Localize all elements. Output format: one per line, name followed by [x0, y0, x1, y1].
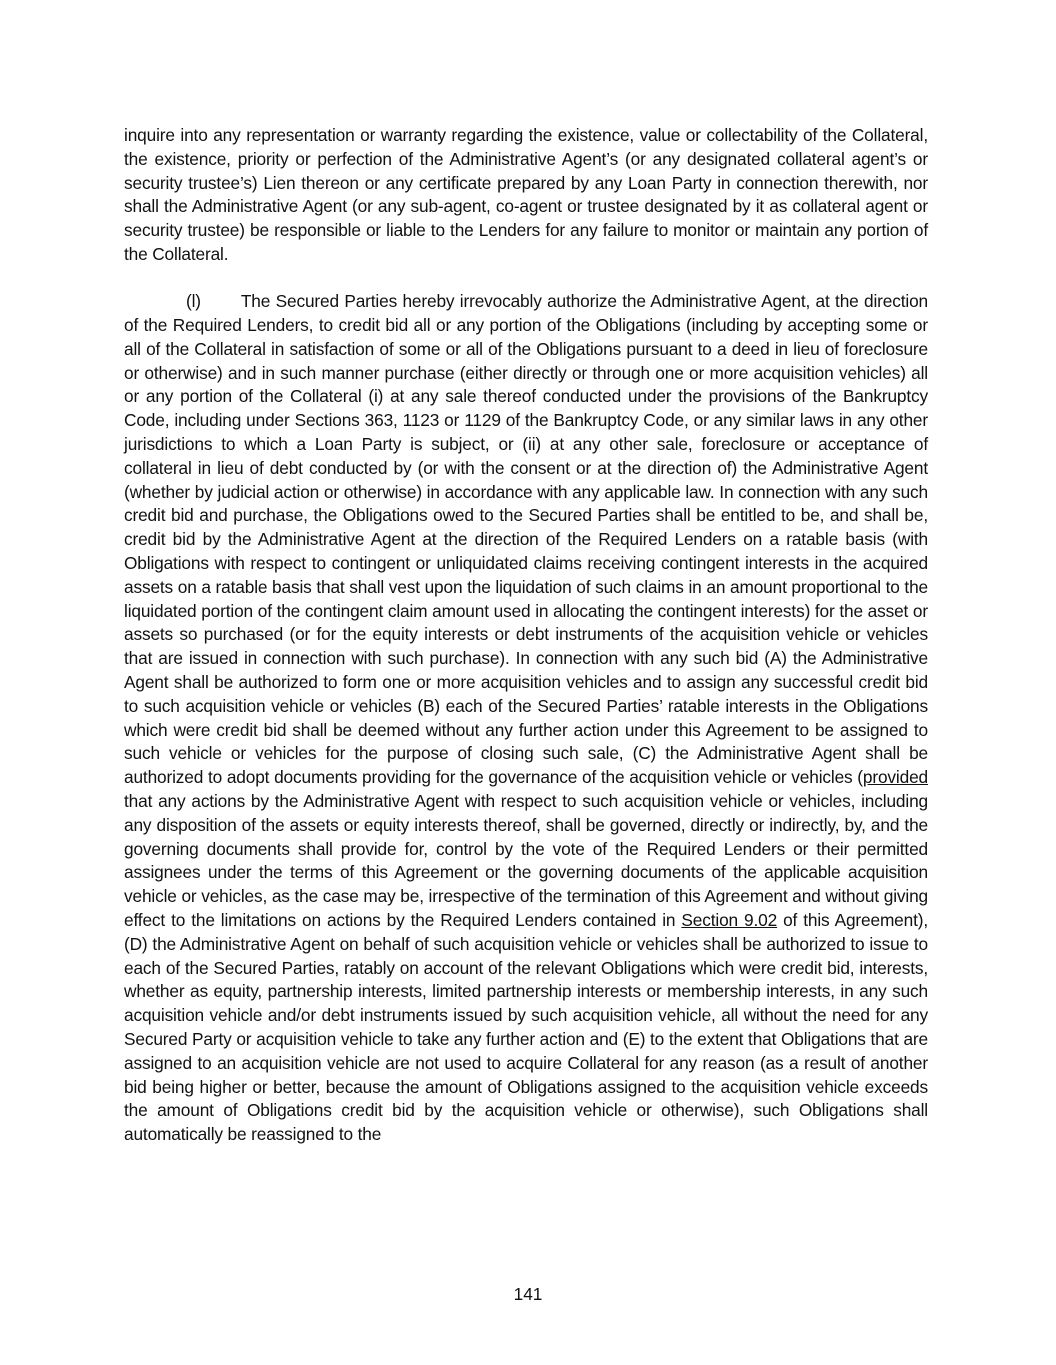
section-l-paragraph	[124, 290, 928, 1147]
provided-term: provided	[862, 767, 928, 788]
document-body	[124, 124, 928, 1147]
section-9-02-reference: Section 9.02	[681, 910, 778, 930]
section-l-label: (l)	[186, 291, 201, 312]
section-l-text-part-3: of this Agreement), (D) the Administrative Agent on behalf of such acquisition vehicle or vehicles shall be authorized to issue to each of the Secured Parties, ratably on account of the relevant Obligations which were credit bid, interests, whether as equity, partnership interests, limited partnership interests or membership interests, in any such acquisition vehicle and/or debt instruments issued by such acquisition vehicle, all without the need for any Secured Party or acquisition vehicle to take any further action and (E) to the extent that Obligations that are assigned to an acquisition vehicle are not used to acquire Collateral for any reason (as a result of another bid being higher or better, because the amount of Obligations assigned to the acquisition vehicle exceeds the amount of Obligations credit bid by the acquisition vehicle or otherwise), such Obligations shall automatically be reassigned to the	[124, 910, 929, 1145]
section-l-text-part-2: that any actions by the Administrative Agent with respect to such acquisition vehicle or vehicles, including any disposition of the assets or equity interests thereof, shall be governed, directly or indirectly, by, and the governing documents shall provide for, control by the vote of the Required Lenders or their permitted assignees under the terms of this Agreement or the governing documents of the applicable acquisition vehicle or vehicles, as the case may be, irrespective of the termination of this Agreement and without giving effect to the limitations on actions by the Required Lenders contained in	[124, 791, 928, 930]
section-l-text-part-1: The Secured Parties hereby irrevocably authorize the Administrative Agent, at the direction of the Required Lenders, to credit bid all or any portion of the Obligations (including by accepting some or all of the Collateral in satisfaction of some or all of the Obligations pursuant to a deed in lieu of foreclosure or otherwise) and in such manner purchase (either directly or through one or more acquisition vehicles) all or any portion of the Collateral (i) at any sale thereof conducted under the provisions of the Bankruptcy Code, including under Sections 363, 1123 or 1129 of the Bankruptcy Code, or any similar laws in any other jurisdictions to which a Loan Party is subject, or (ii) at any other sale, foreclosure or acceptance of collateral in lieu of debt conducted by (or with the consent or at the direction of) the Administrative Agent (whether by judicial action or otherwise) in accordance with any applicable law. In connection with any such credit bid and purchase, the Obligations owed to the Secured Parties shall be entitled to be, and shall be, credit bid by the Administrative Agent at the direction of the Required Lenders on a ratable basis (with Obligations with respect to contingent or unliquidated claims receiving contingent interests in the acquired assets on a ratable basis that shall vest upon the liquidation of such claims in an amount proportional to the liquidated portion of the contingent claim amount used in allocating the contingent interests) for the asset or assets so purchased (or for the equity interests or debt instruments of the acquisition vehicle or vehicles that are issued in connection with such purchase). In connection with any such bid (A) the Administrative Agent shall be authorized to form one or more acquisition vehicles and to assign any successful credit bid to such acquisition vehicle or vehicles (B) each of the Secured Parties’ ratable interests in the Obligations which were credit bid shall be deemed without any further action under this Agreement to be assigned to such vehicle or vehicles for the purpose of closing such sale, (C) the Administrative Agent shall be authorized to adopt documents providing for the governance of the acquisition vehicle or vehicles (	[124, 291, 928, 788]
page-number: 141	[513, 1284, 543, 1304]
continued-paragraph: inquire into any representation or warranty regarding the existence, value or collectability of the Collateral, the existence, priority or perfection of the Administrative Agent’s (or any designated collateral agent’s or security trustee’s) Lien thereon or any certificate prepared by any Loan Party in connection therewith, nor shall the Administrative Agent (or any sub-agent, co-agent or trustee designated by it as collateral agent or security trustee) be responsible or liable to the Lenders for any failure to monitor or maintain any portion of the Collateral.	[124, 125, 928, 264]
